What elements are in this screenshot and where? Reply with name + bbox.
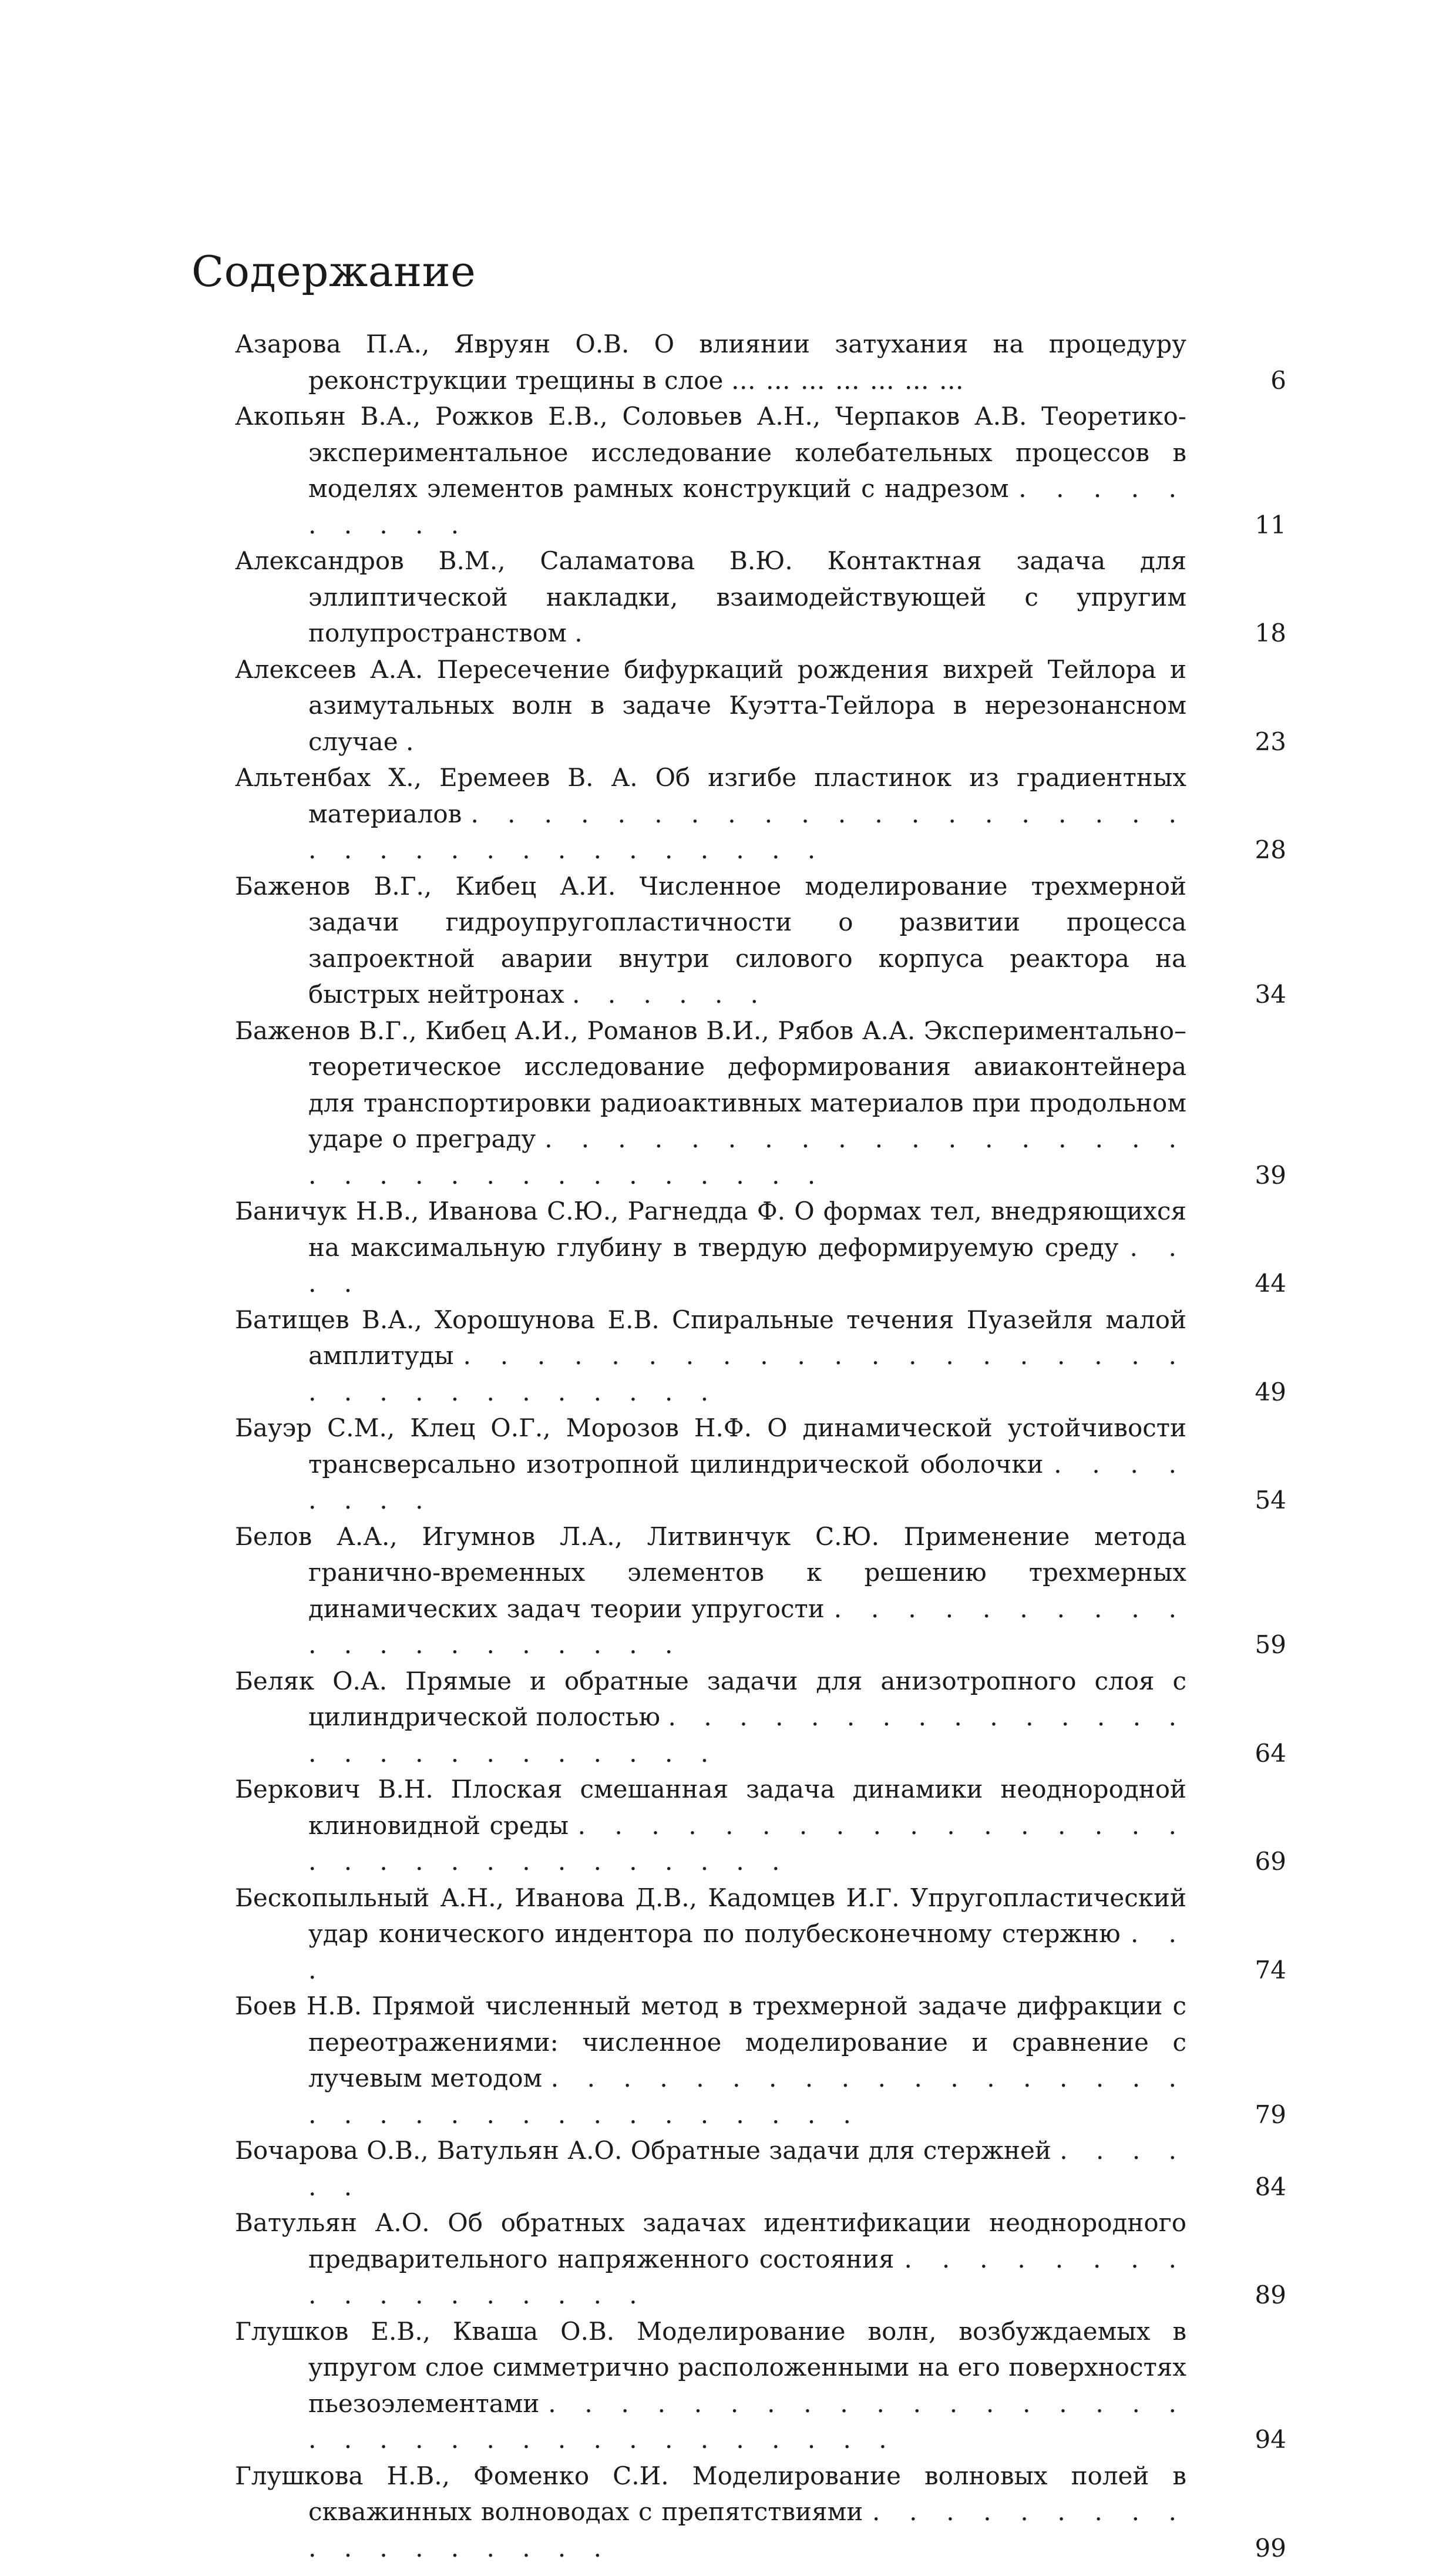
toc-dot-leader: . . . . . . . . . . . . . . . . . . . . . . . . . . . . . . . . . . . [308, 800, 1186, 865]
toc-entry[interactable] [235, 1013, 1286, 1194]
toc-entry[interactable] [235, 760, 1286, 868]
toc-entry-title: Азарова П.А., Явруян О.В. О влиянии затухания на процедуру реконструкции трещины в слое [235, 330, 1186, 395]
toc-entry[interactable] [235, 1193, 1286, 1302]
toc-dot-leader: . . . . . . . . . . . . . . . . . . . . . . . . . . . . . . . [308, 1811, 1186, 1876]
toc-page-number: 23 [1222, 724, 1286, 760]
toc-page-number: 34 [1222, 976, 1286, 1013]
toc-entry-title: Баженов В.Г., Кибец А.И., Романов В.И., Рябов А.А. Экспериментально–теоретическое исследование деформирования авиаконтейнера для транспортировки радиоактивных материалов при продольном ударе о преграду [235, 1016, 1186, 1154]
toc-entry-title: Глушкова Н.В., Фоменко С.И. Моделирование волновых полей в скважинных волноводах с препятствиями [235, 2461, 1186, 2527]
toc-entry[interactable] [235, 1880, 1286, 1989]
toc-page-number: 59 [1222, 1627, 1286, 1663]
toc-entry-title: Боев Н.В. Прямой численный метод в трехмерной задаче дифракции с переотражениями: численное моделирование и сравнение с лучевым методом [235, 1991, 1186, 2093]
toc-dot-leader: . . . . . . . . . . . . . . . . . . . . . . . . . . . [308, 1702, 1186, 1768]
toc-page-number: 49 [1222, 1374, 1286, 1410]
toc-entry[interactable] [235, 543, 1286, 651]
toc-entry-title: Батищев В.А., Хорошунова Е.В. Спиральные течения Пуазейля малой амплитуды [235, 1305, 1186, 1371]
toc-entry-title: Альтенбах Х., Еремеев В. А. Об изгибе пластинок из градиентных материалов [235, 763, 1186, 828]
toc-page-number: 54 [1222, 1482, 1286, 1519]
toc-page-number: 69 [1222, 1843, 1286, 1880]
toc-dot-leader: . . . . . . . . . . . . . . . . . . . . . . . . . . . . . . . . . . . [308, 2389, 1186, 2454]
toc-entry[interactable] [235, 2313, 1286, 2458]
toc-entry[interactable] [235, 1410, 1286, 1519]
toc-entry-title: Ватульян А.О. Об обратных задачах идентификации неоднородного предварительного напряженного состояния [235, 2208, 1186, 2273]
toc-entry[interactable] [235, 1302, 1286, 1410]
toc-dot-leader: . . . . . . . . . . . . . . . . . . [308, 2497, 1186, 2562]
toc-entry-title: Александров В.М., Саламатова В.Ю. Контактная задача для эллиптической накладки, взаимодействующей с упругим полупространством [235, 546, 1186, 647]
toc-entry-title: Бескопыльный А.Н., Иванова Д.В., Кадомцев И.Г. Упругопластический удар конического индентора по полубесконечному стержню [235, 1883, 1186, 1949]
toc-dot-leader: . . . . [308, 1233, 1186, 1298]
toc-dot-leader: . [406, 727, 423, 756]
toc-page-number: 64 [1222, 1735, 1286, 1772]
page-title: Содержание [191, 247, 476, 296]
toc-entry-title: Бочарова О.В., Ватульян А.О. Обратные задачи для стержней [235, 2136, 1051, 2165]
toc-entry[interactable] [235, 398, 1286, 543]
toc-dot-leader: . . . . . . . . [308, 1450, 1186, 1515]
toc-dot-leader: ………………… [731, 366, 974, 395]
toc-dot-leader: . . . . . . . . . . . . . . . . . . . . . . . . . . . . . . . . . [308, 1124, 1186, 1190]
toc-entry[interactable] [235, 1519, 1286, 1663]
toc-page-number: 28 [1222, 832, 1286, 868]
toc-page-number: 39 [1222, 1157, 1286, 1194]
toc-page-number: 84 [1222, 2169, 1286, 2205]
toc-page-number: 44 [1222, 1265, 1286, 1302]
toc-dot-leader: . . . . . . [572, 980, 768, 1009]
toc-entry-title: Беляк О.А. Прямые и обратные задачи для анизотропного слоя с цилиндрической полостью [235, 1667, 1186, 1732]
table-of-contents [235, 326, 1286, 2566]
toc-entry[interactable] [235, 651, 1286, 760]
toc-page-number: 89 [1222, 2277, 1286, 2313]
toc-entry[interactable] [235, 868, 1286, 1013]
toc-entry-title: Глушков Е.В., Кваша О.В. Моделирование волн, возбуждаемых в упругом слое симметрично расположенными на его поверхностях пьезоэлементами [235, 2317, 1186, 2418]
toc-entry-title: Баничук Н.В., Иванова С.Ю., Рагнедда Ф. О формах тел, внедряющихся на максимальную глубину в твердую деформируемую среду [235, 1197, 1186, 1262]
toc-entry[interactable] [235, 1988, 1286, 2132]
toc-entry[interactable] [235, 2132, 1286, 2205]
toc-entry-title: Акопьян В.А., Рожков Е.В., Соловьев А.Н., Черпаков А.В. Теоретико-экспериментальное исследование колебательных процессов в моделях элементов рамных конструкций с надрезом [235, 402, 1186, 503]
toc-dot-leader: . . . . . . . . . . . . . . . . . . . . . . . . . . . . . . . . [308, 1341, 1186, 1406]
toc-page-number: 99 [1222, 2530, 1286, 2566]
toc-page-number: 94 [1222, 2421, 1286, 2458]
toc-entry[interactable] [235, 2205, 1286, 2313]
toc-entry[interactable] [235, 1771, 1286, 1880]
toc-entry-title: Беркович В.Н. Плоская смешанная задача динамики неоднородной клиновидной среды [235, 1775, 1186, 1840]
toc-page-number: 79 [1222, 2097, 1286, 2133]
toc-page-number: 6 [1222, 362, 1286, 399]
toc-entry[interactable] [235, 2458, 1286, 2566]
toc-page-number: 74 [1222, 1952, 1286, 1989]
toc-dot-leader: . . . . . . . . . . . . . . . . . . . . . [308, 1594, 1186, 1660]
toc-dot-leader: . . . [308, 1919, 1186, 1984]
toc-entry[interactable] [235, 1663, 1286, 1772]
toc-entry-title: Бауэр С.М., Клец О.Г., Морозов Н.Ф. О динамической устойчивости трансверсально изотропной цилиндрической оболочки [235, 1413, 1186, 1479]
toc-dot-leader: . . . . . . . . . . . . . . . . . . . . . . . . . . . . . . . . . . [308, 2064, 1186, 2129]
toc-dot-leader: . . . . . . . . . . [308, 474, 1186, 539]
toc-entry-title: Баженов В.Г., Кибец А.И. Численное моделирование трехмерной задачи гидроупругопластичности о развитии процесса запроектной аварии внутри силового корпуса реактора на быстрых нейтронах [235, 872, 1186, 1009]
toc-page-number: 11 [1222, 507, 1286, 543]
toc-dot-leader: . [574, 619, 592, 647]
toc-dot-leader: . . . . . . . . . . . . . . . . . . [308, 2245, 1186, 2310]
toc-entry-title: Алексеев А.А. Пересечение бифуркаций рождения вихрей Тейлора и азимутальных волн в задаче Куэтта-Тейлора в нерезонансном случае [235, 655, 1186, 756]
toc-page-number: 18 [1222, 615, 1286, 651]
toc-entry[interactable] [235, 326, 1286, 398]
toc-dot-leader: . . . . . . [308, 2136, 1186, 2201]
toc-entry-title: Белов А.А., Игумнов Л.А., Литвинчук С.Ю. Применение метода гранично-временных элементов к решению трехмерных динамических задач теории упругости [235, 1522, 1186, 1623]
